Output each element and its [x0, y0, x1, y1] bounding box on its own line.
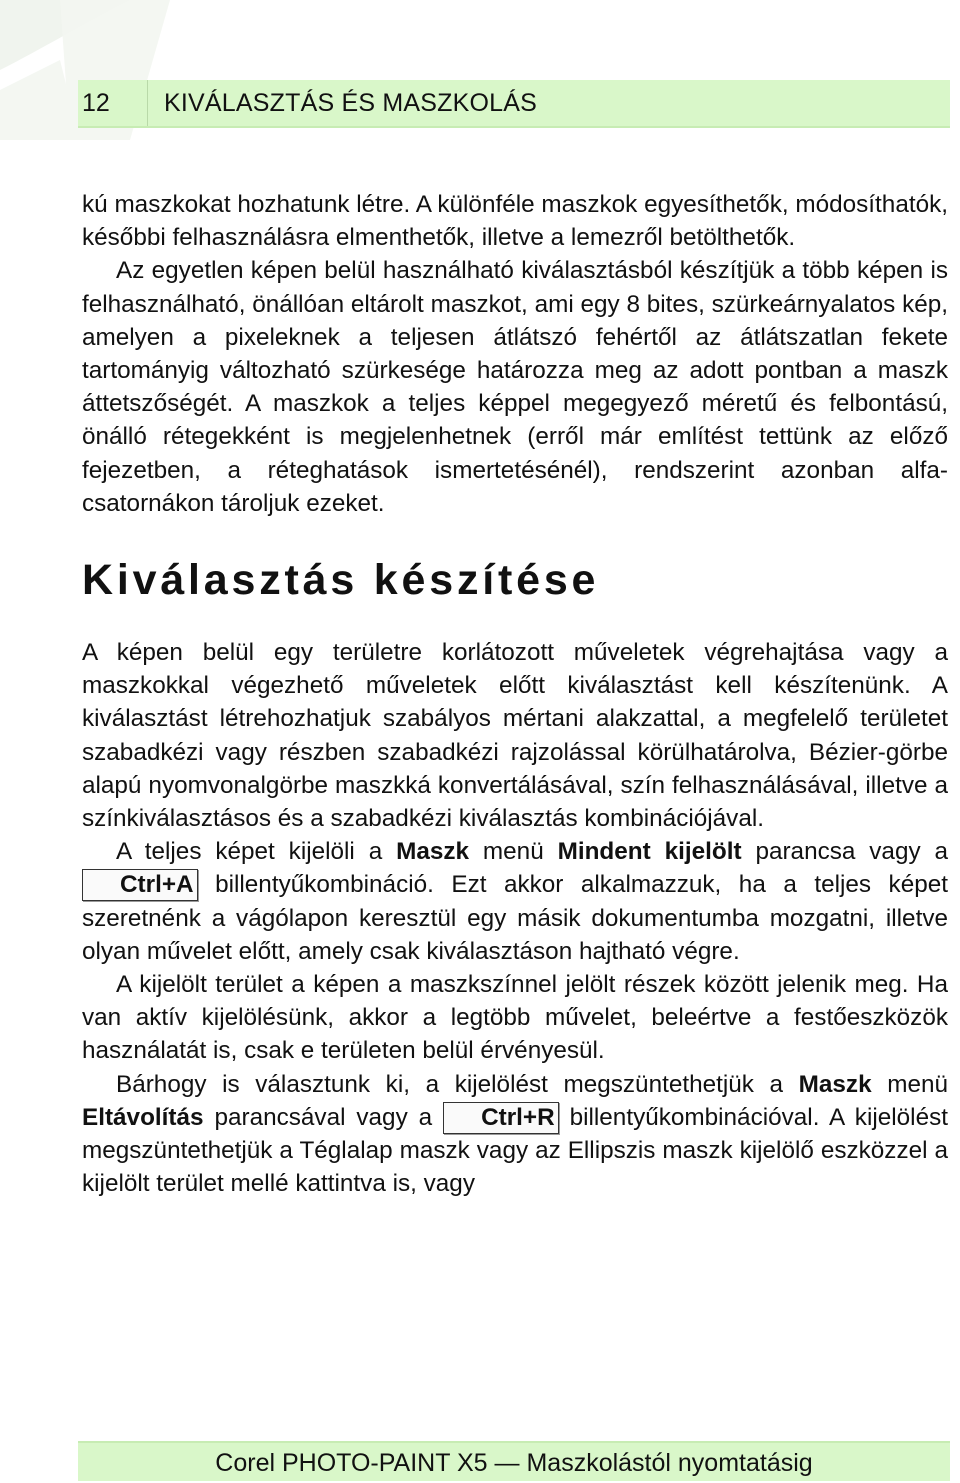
page-content	[82, 188, 948, 1200]
text-run: menü	[469, 838, 558, 866]
paragraph-remove-selection	[82, 1068, 948, 1201]
text-run: billentyűkombinációval. A kijelölést megszüntethetjük a Téglalap maszk vagy az Ellipszis maszk kijelölő eszközzel a kijelölt terület mellé kattintva is, vagy	[82, 1103, 948, 1198]
chapter-title: KIVÁLASZTÁS ÉS MASZKOLÁS	[164, 88, 537, 117]
paragraph-selected-area: A kijelölt terület a képen a maszkszínnel jelölt részek között jelenik meg. Ha van aktív kijelölésünk, akkor a legtöbb művelet, beleértve a festőeszközök használatát is, csak e területen belül érvényesül.	[82, 971, 948, 1065]
page-footer: Corel PHOTO-PAINT X5 — Maszkolástól nyomtatásig	[78, 1441, 950, 1481]
page-header	[78, 80, 950, 128]
text-run: parancsával vagy a	[203, 1103, 444, 1131]
menu-name: Maszk	[396, 838, 470, 866]
text-run: Bárhogy is választunk ki, a kijelölést megszüntethetjük a	[116, 1070, 799, 1098]
keyboard-shortcut: Ctrl+R	[443, 1102, 559, 1134]
paragraph-select-all	[82, 835, 948, 968]
command-name: Eltávolítás	[82, 1103, 204, 1131]
page-number: 12	[78, 80, 148, 126]
paragraph-mask-description: Az egyetlen képen belül használható kiválasztásból készítjük a több képen is felhasználható, önállóan eltárolt maszkot, ami egy 8 bites, szürkeárnyalatos kép, amelyen a pixeleknek a teljesen átlátszó fehértől az átlátszatlan fekete tartományig változható szürkesége határozza meg az adott pontban a maszk áttetszőségét. A maszkok a teljes képpel megegyező méretű és felbontású, önálló rétegekként is megjelenhetnek (erről már említést tettünk az előző fejezetben, a réteghatások ismertetésénél), rendszerint azonban alfa-csatornákon tároljuk ezeket.	[82, 257, 948, 517]
text-run: parancsa vagy a	[741, 838, 948, 866]
menu-name: Maszk	[798, 1070, 872, 1098]
text-run: menü	[871, 1070, 948, 1098]
paragraph-continued: kú maszkokat hozhatunk létre. A különféle maszkok egyesíthetők, módosíthatók, későbbi felhasználásra elmenthetők, illetve a lemezről betölthetők.	[82, 191, 948, 252]
paragraph-selection-intro: A képen belül egy területre korlátozott műveletek végrehajtása vagy a maszkokkal végezhető műveletek előtt kiválasztást kell készítenünk. A kiválasztást létrehozhatjuk szabályos mértani alakzattal, a megfelelő területet szabadkézi vagy részben szabadkézi rajzolással körülhatárolva, Bézier-görbe alapú nyomvonalgörbe maszkká konvertálásával, szín felhasználásával, illetve a színkiválasztásos és a szabadkézi kiválasztás kombinációjával.	[82, 639, 948, 833]
section-heading: Kiválasztás készítése	[82, 556, 600, 605]
text-run: A teljes képet kijelöli a	[116, 838, 397, 866]
command-name: Mindent kijelölt	[557, 838, 742, 866]
keyboard-shortcut: Ctrl+A	[82, 869, 198, 901]
text-run: billentyűkombináció. Ezt akkor alkalmazzuk, ha a teljes képet szeretnénk a vágólapon keresztül egy másik dokumentumba mozgatni, illetve olyan művelet előtt, amely csak kiválasztáson hajtható végre.	[82, 871, 948, 965]
